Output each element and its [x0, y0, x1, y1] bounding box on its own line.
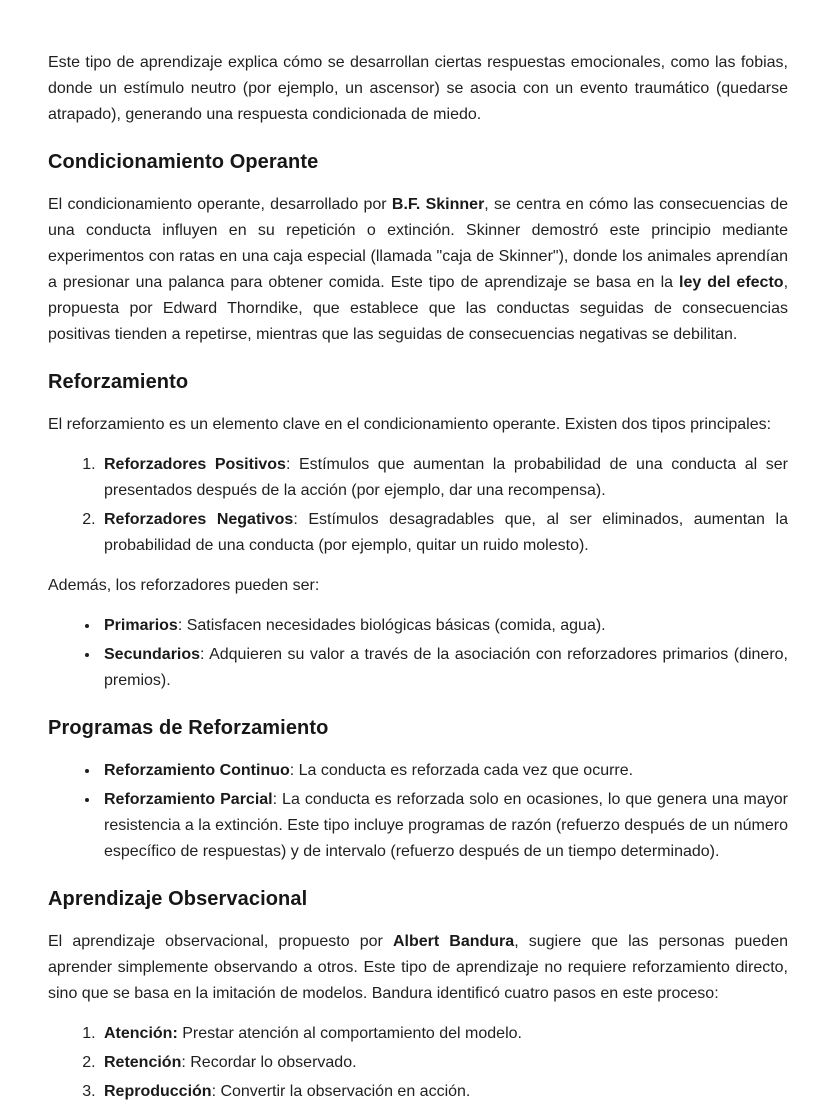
text-run: : Recordar lo observado. — [181, 1054, 357, 1071]
paragraph-ademas — [48, 573, 788, 599]
text-run: , sugiere que las personas pueden aprender simplemente observando a otros. Este tipo de aprendizaje no requiere reforzamiento directo, sino que se basa en la imitación de modelos. Bandura identificó cuatro pasos en este proceso: — [48, 933, 788, 1002]
list-item-reforzamiento-continuo — [100, 758, 788, 784]
bold-term-bf-skinner: B.F. Skinner — [391, 196, 485, 213]
bold-term-retencion: Retención — [104, 1054, 182, 1071]
text-run: Prestar atención al comportamiento del modelo. — [177, 1025, 522, 1042]
bold-term-ley-del-efecto: ley del efecto — [679, 274, 784, 291]
list-item-retencion — [100, 1050, 788, 1076]
paragraph-intro-fobias — [48, 50, 788, 128]
numbered-list-pasos-bandura — [48, 1021, 788, 1105]
paragraph-reforzamiento-intro — [48, 412, 788, 438]
list-item-reforzadores-positivos — [100, 452, 788, 504]
bold-term-reforzamiento-continuo: Reforzamiento Continuo — [104, 762, 290, 779]
paragraph-condicionamiento-operante — [48, 192, 788, 348]
heading-reforzamiento: Reforzamiento — [48, 371, 189, 393]
text-run: , propuesta por Edward Thorndike, que establece que las conductas seguidas de consecuencias positivas tienden a repetirse, mientras que las seguidas de consecuencias negativas se debilitan. — [48, 274, 789, 343]
text-run: : Estímulos desagradables que, al ser eliminados, aumentan la probabilidad de una conducta (por ejemplo, quitar un ruido molesto). — [104, 511, 788, 554]
heading-aprendizaje-observacional: Aprendizaje Observacional — [48, 888, 308, 910]
text-run: : La conducta es reforzada solo en ocasiones, lo que genera una mayor resistencia a la extinción. Este tipo incluye programas de razón (refuerzo después de un número específico de respuestas) y de intervalo (refuerzo después de un tiempo determinado). — [104, 791, 788, 860]
bold-term-primarios: Primarios — [104, 617, 178, 634]
text-run: El condicionamiento operante, desarrollado por — [48, 196, 392, 213]
list-item-reforzamiento-parcial — [100, 787, 788, 865]
list-item-reforzadores-negativos — [100, 507, 788, 559]
text-run: Este tipo de aprendizaje explica cómo se desarrollan ciertas respuestas emocionales, como las fobias, donde un estímulo neutro (por ejemplo, un ascensor) se asocia con un evento traumático (quedarse atrapado), generando una respuesta condicionada de miedo. — [48, 54, 788, 123]
bold-term-reforzamiento-parcial: Reforzamiento Parcial — [104, 791, 273, 808]
list-item-atencion — [100, 1021, 788, 1047]
list-item-primarios — [100, 613, 788, 639]
bullet-list-tipos-reforzadores — [48, 613, 788, 694]
text-run: El aprendizaje observacional, propuesto por — [48, 933, 393, 950]
text-run: : Satisfacen necesidades biológicas básicas (comida, agua). — [177, 617, 606, 634]
heading-condicionamiento-operante: Condicionamiento Operante — [48, 151, 319, 173]
bold-term-reforzadores-negativos: Reforzadores Negativos — [104, 511, 294, 528]
bullet-list-programas — [48, 758, 788, 865]
text-run: : Convertir la observación en acción. — [211, 1083, 471, 1100]
bold-term-atencion: Atención: — [104, 1025, 178, 1042]
paragraph-aprendizaje-observacional — [48, 929, 788, 1007]
bold-term-reproduccion: Reproducción — [104, 1083, 212, 1100]
bold-term-reforzadores-positivos: Reforzadores Positivos — [104, 456, 286, 473]
text-run: El reforzamiento es un elemento clave en el condicionamiento operante. Existen dos tipos principales: — [48, 416, 772, 433]
text-run: : La conducta es reforzada cada vez que ocurre. — [289, 762, 634, 779]
list-item-secundarios — [100, 642, 788, 694]
list-item-reproduccion — [100, 1079, 788, 1105]
text-run: : Adquieren su valor a través de la asociación con reforzadores primarios (dinero, premios). — [104, 646, 788, 689]
bold-term-albert-bandura: Albert Bandura — [392, 933, 515, 950]
text-run: : Estímulos que aumentan la probabilidad de una conducta al ser presentados después de la acción (por ejemplo, dar una recompensa). — [104, 456, 789, 499]
text-run: Además, los reforzadores pueden ser: — [48, 577, 320, 594]
heading-programas-de-reforzamiento: Programas de Reforzamiento — [48, 717, 329, 739]
text-run: , se centra en cómo las consecuencias de una conducta influyen en su repetición o extinción. Skinner demostró este principio mediante experimentos con ratas en una caja especial (llamada "caja de Skinner"), donde los animales aprendían a presionar una palanca para obtener comida. Este tipo de aprendizaje se basa en la — [48, 196, 789, 291]
numbered-list-reforzadores — [48, 452, 788, 559]
bold-term-secundarios: Secundarios — [104, 646, 201, 663]
